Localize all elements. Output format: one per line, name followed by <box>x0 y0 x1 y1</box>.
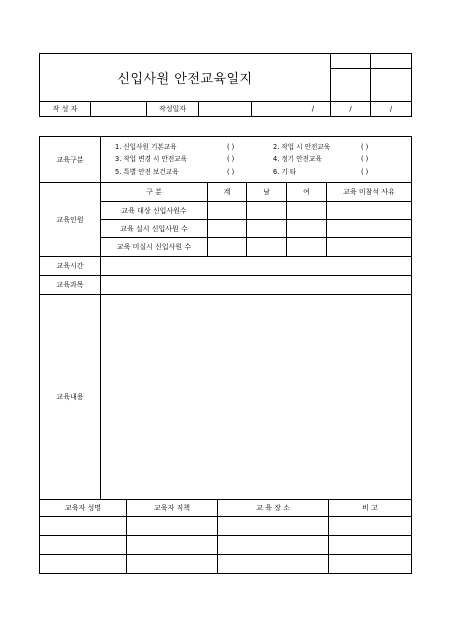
writer-label: 작 성 자 <box>40 102 91 117</box>
date-part[interactable]: / <box>252 102 331 117</box>
personnel-header: 계 <box>208 183 247 202</box>
footer-cell[interactable] <box>40 536 127 555</box>
education-type-label: 교육구분 <box>40 137 101 183</box>
personnel-cell[interactable] <box>287 220 327 238</box>
approval-sign-cell <box>371 69 412 102</box>
footer-header: 비 고 <box>329 500 412 517</box>
footer-cell[interactable] <box>329 536 412 555</box>
footer-cell[interactable] <box>127 517 218 536</box>
personnel-cell[interactable] <box>247 238 287 257</box>
footer-cell[interactable] <box>218 517 329 536</box>
personnel-cell[interactable] <box>247 220 287 238</box>
type-option-row[interactable]: 5. 특별 안전 보건교육 ( ) 6. 기 타 ( ) <box>115 167 369 176</box>
personnel-cell[interactable] <box>287 202 327 220</box>
personnel-cell[interactable] <box>247 202 287 220</box>
writer-field[interactable] <box>91 102 147 117</box>
footer-cell[interactable] <box>218 536 329 555</box>
footer-cell[interactable] <box>40 517 127 536</box>
type-option-row[interactable]: 3. 작업 변경 시 안전교육 ( ) 4. 정기 안전교육 ( ) <box>115 155 369 164</box>
personnel-header: 구 분 <box>101 183 208 202</box>
personnel-row-label: 교육 실시 신입사원 수 <box>101 220 208 238</box>
footer-cell[interactable] <box>127 536 218 555</box>
education-subject-field[interactable] <box>101 276 412 295</box>
personnel-cell[interactable] <box>287 238 327 257</box>
personnel-cell[interactable] <box>208 202 247 220</box>
education-time-field[interactable] <box>101 257 412 276</box>
education-time-label: 교육시간 <box>40 257 101 276</box>
education-subject-label: 교육과목 <box>40 276 101 295</box>
education-content-label: 교육내용 <box>40 295 101 500</box>
personnel-row-label: 교육 미실시 신입사원 수 <box>101 238 208 257</box>
approval-cell <box>331 54 371 69</box>
footer-header: 교육자 성명 <box>40 500 127 517</box>
approval-cell <box>371 54 412 69</box>
personnel-cell[interactable] <box>208 220 247 238</box>
education-content-field[interactable] <box>101 295 412 500</box>
personnel-cell[interactable] <box>327 220 412 238</box>
date-part[interactable]: / <box>371 102 412 117</box>
footer-cell[interactable] <box>218 555 329 574</box>
personnel-cell[interactable] <box>208 238 247 257</box>
footer-cell[interactable] <box>127 555 218 574</box>
footer-header: 교 육 장 소 <box>218 500 329 517</box>
footer-cell[interactable] <box>329 555 412 574</box>
personnel-header: 여 <box>287 183 327 202</box>
approval-sign-cell <box>331 69 371 102</box>
personnel-cell[interactable] <box>327 238 412 257</box>
date-blank[interactable] <box>199 102 252 117</box>
page-title: 신입사원 안전교육일지 <box>40 54 331 102</box>
header-block <box>39 53 411 116</box>
personnel-cell[interactable] <box>327 202 412 220</box>
date-part[interactable]: / <box>331 102 371 117</box>
education-type-options <box>101 137 412 183</box>
type-option-row[interactable]: 1. 신입사원 기본교육 ( ) 2. 작업 시 안전교육 ( ) <box>115 142 369 151</box>
personnel-row-label: 교육 대상 신입사원수 <box>101 202 208 220</box>
personnel-header: 남 <box>247 183 287 202</box>
personnel-label: 교육인원 <box>40 183 101 257</box>
footer-table <box>39 499 411 573</box>
main-form <box>39 136 411 499</box>
date-label: 작성일자 <box>147 102 199 117</box>
footer-header: 교육자 직책 <box>127 500 218 517</box>
footer-cell[interactable] <box>40 555 127 574</box>
footer-cell[interactable] <box>329 517 412 536</box>
personnel-header: 교육 미참석 사유 <box>327 183 412 202</box>
